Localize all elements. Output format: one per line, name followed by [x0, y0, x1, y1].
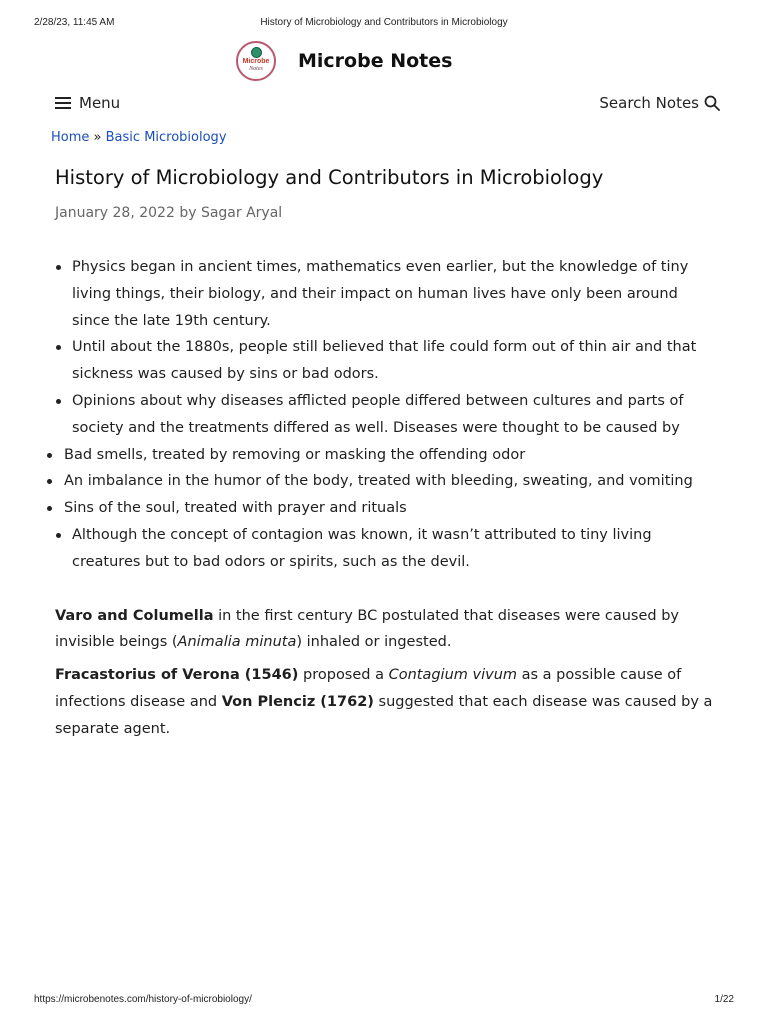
- list-item: Physics began in ancient times, mathematics even earlier, but the knowledge of tiny living things, their biology, and their impact on human lives have only been around since the late 19th century.: [55, 254, 715, 334]
- bold-text: Fracastorius of Verona (1546): [55, 667, 299, 684]
- sub-list-item: Sins of the soul, treated with prayer and rituals: [47, 495, 715, 522]
- sub-list-item: Bad smells, treated by removing or masking the offending odor: [47, 442, 715, 469]
- article-meta: [55, 205, 282, 221]
- list-item: Opinions about why diseases afflicted people differed between cultures and parts of society and the treatments differed as well. Diseases were thought to be caused by: [55, 388, 715, 442]
- list-item: Although the concept of contagion was known, it wasn’t attributed to tiny living creatures but to bad odors or spirits, such as the devil.: [55, 522, 715, 576]
- paragraph-varo-columella: [55, 603, 715, 657]
- bold-text: Varo and Columella: [55, 607, 214, 624]
- search-icon: [704, 95, 720, 111]
- menu-button[interactable]: [55, 94, 120, 112]
- hamburger-icon: [55, 97, 71, 109]
- site-brand[interactable]: [236, 40, 452, 82]
- sub-list-item: An imbalance in the humor of the body, treated with bleeding, sweating, and vomiting: [47, 468, 715, 495]
- search-notes-button[interactable]: [599, 94, 720, 112]
- breadcrumb-separator: »: [93, 130, 102, 145]
- paragraph-text: as a possible cause of infections disease and: [55, 667, 682, 710]
- italic-text: Contagium vivum: [388, 667, 518, 684]
- breadcrumb-home-link[interactable]: Home: [51, 130, 90, 145]
- search-label: Search Notes: [599, 94, 699, 112]
- print-page-title: History of Microbiology and Contributors in Microbiology: [260, 17, 508, 28]
- print-page-number: 1/22: [714, 994, 734, 1005]
- paragraph-text: suggested that each disease was caused by a separate agent.: [55, 693, 713, 737]
- italic-text: Animalia minuta: [177, 634, 297, 651]
- sub-bullet-list: [47, 442, 715, 522]
- paragraph-fracastorius: [55, 662, 715, 742]
- site-name[interactable]: Microbe Notes: [298, 50, 453, 72]
- bold-text: Von Plenciz (1762): [221, 693, 374, 710]
- breadcrumb: [51, 130, 227, 145]
- paragraph-text: in the first century BC postulated that diseases were caused by invisible beings (: [55, 607, 680, 651]
- article-title: History of Microbiology and Contributors in Microbiology: [55, 166, 604, 189]
- paragraph-text: ) inhaled or ingested.: [296, 634, 452, 651]
- logo-word-microbe: Microbe: [242, 58, 270, 65]
- article-author-link[interactable]: Sagar Aryal: [200, 205, 283, 221]
- breadcrumb-category-link[interactable]: Basic Microbiology: [105, 130, 227, 145]
- print-datetime: 2/28/23, 11:45 AM: [34, 17, 115, 28]
- print-url: https://microbenotes.com/history-of-microbiology/: [34, 994, 252, 1005]
- bullet-list: [55, 522, 715, 576]
- article-date: January 28, 2022: [55, 205, 175, 221]
- paragraph-text: proposed a: [298, 667, 389, 684]
- microbe-notes-logo-icon[interactable]: [236, 41, 276, 81]
- bullet-list: [55, 254, 715, 442]
- logo-word-notes: Notes: [249, 66, 263, 72]
- article-content: [55, 254, 715, 743]
- list-item: Until about the 1880s, people still believed that life could form out of thin air and that sickness was caused by sins or bad odors.: [55, 334, 715, 388]
- article-by: by: [179, 205, 197, 221]
- menu-label: Menu: [79, 94, 121, 112]
